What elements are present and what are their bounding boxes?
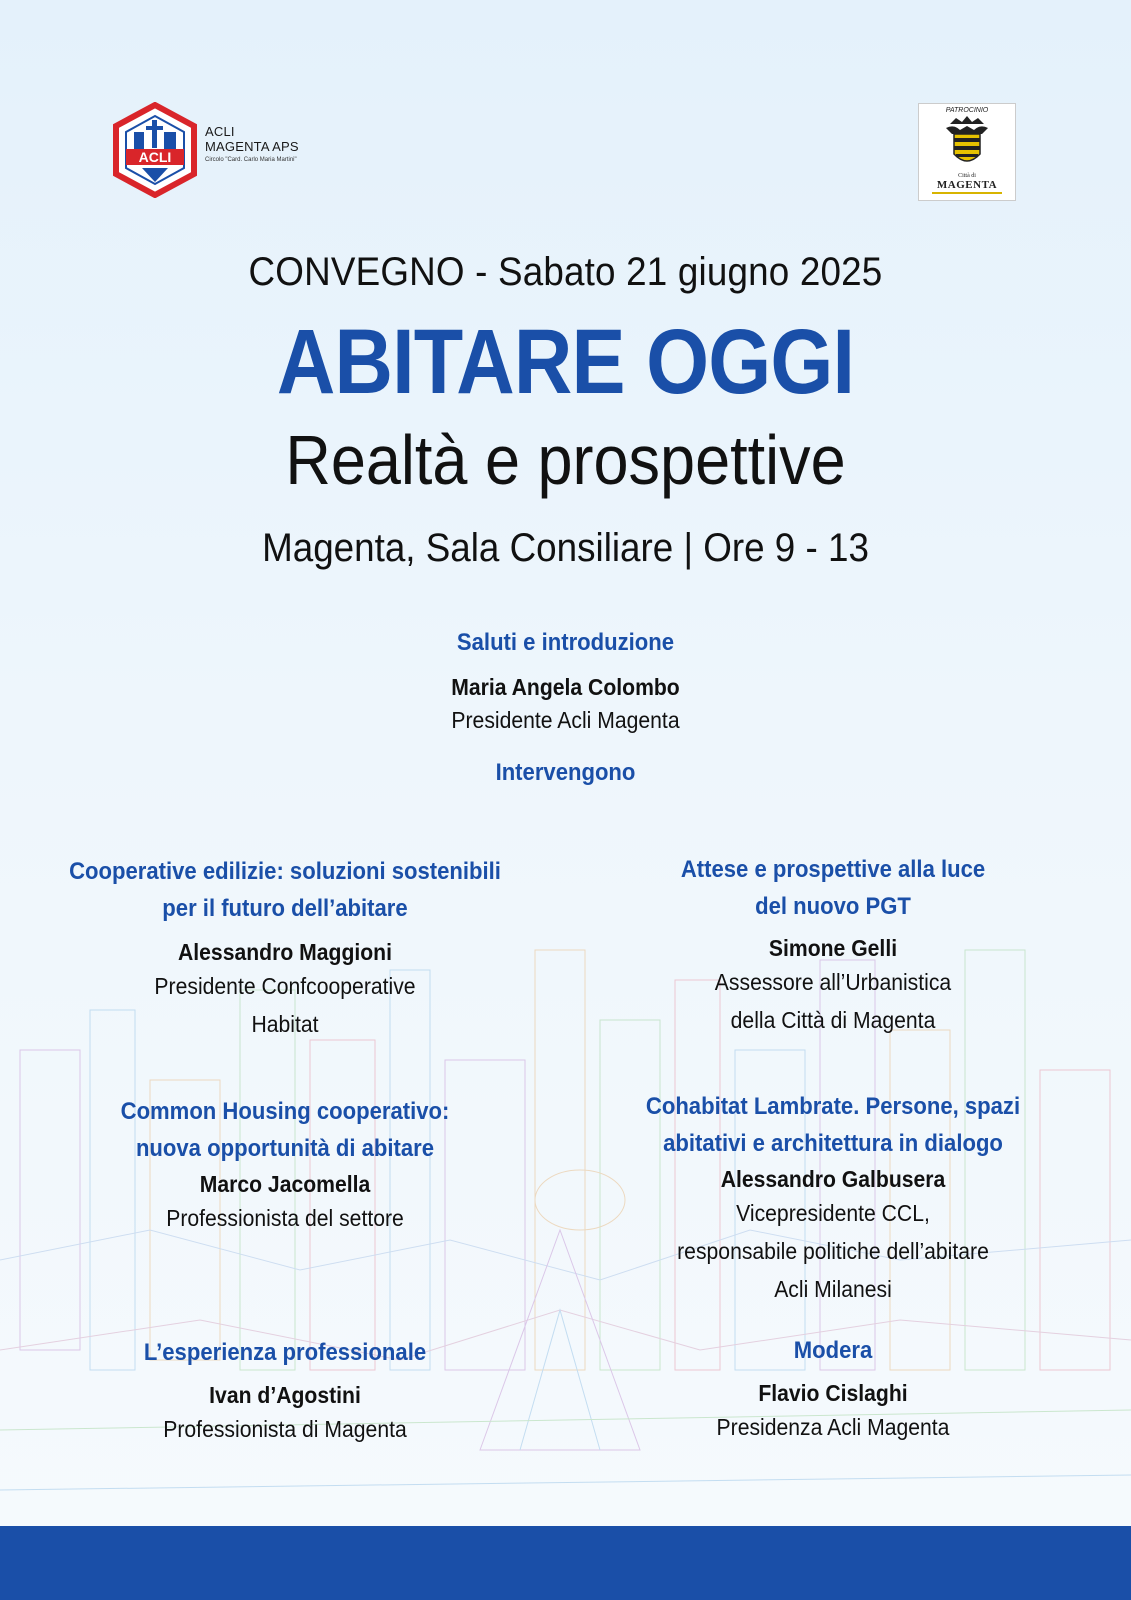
saluti-speaker: Maria Angela Colombo	[451, 674, 680, 700]
patrocinio-label: PATROCINIO	[945, 107, 989, 114]
talk-2-role: Professionista del settore	[166, 1205, 404, 1231]
moderator-name: Flavio Cislaghi	[758, 1380, 908, 1406]
talk-5-role-line1: Vicepresidente CCL,	[736, 1200, 930, 1226]
acli-logo-text	[205, 124, 299, 163]
talk-4-role-line1: Assessore all’Urbanistica	[714, 969, 952, 995]
acli-circolo: Circolo "Card. Carlo Maria Martini"	[205, 157, 297, 163]
talk-4-role-line2: della Città di Magenta	[730, 1007, 936, 1033]
talk-block-5	[608, 1088, 1059, 1308]
citta-di-label: Città di	[958, 173, 976, 179]
acli-name-line2: MAGENTA APS	[205, 139, 299, 154]
talk-5-role-line2: responsabile politiche dell’abitare	[677, 1238, 989, 1264]
sub-title: Realtà e prospettive	[285, 421, 846, 499]
moderator-heading: Modera	[793, 1337, 873, 1364]
venue-time: Magenta, Sala Consiliare | Ore 9 - 13	[262, 526, 869, 570]
talk-4-speaker: Simone Gelli	[768, 935, 898, 961]
magenta-label: MAGENTA	[936, 179, 998, 191]
moderator-block	[608, 1336, 1059, 1446]
svg-text:ACLI: ACLI	[138, 149, 172, 165]
saluti-role: Presidente Acli Magenta	[451, 707, 680, 733]
talk-block-3	[60, 1338, 511, 1448]
saluti-heading: Saluti e introduzione	[456, 629, 675, 656]
talk-block-1	[60, 853, 511, 1043]
talk-2-speaker: Marco Jacomella	[199, 1171, 371, 1197]
talk-3-speaker: Ivan d’Agostini	[209, 1382, 361, 1408]
talk-1-speaker: Alessandro Maggioni	[178, 939, 392, 965]
event-date-line: CONVEGNO - Sabato 21 giugno 2025	[248, 250, 883, 294]
talk-3-role: Professionista di Magenta	[163, 1416, 407, 1442]
bottom-blue-band	[0, 1526, 1131, 1600]
magenta-underline	[932, 192, 1002, 194]
acli-hexagon-icon	[112, 102, 198, 198]
talk-4-title-line1: Attese e prospettive alla luce	[680, 856, 986, 883]
saluti-block	[45, 628, 1086, 788]
talk-5-role-line3: Acli Milanesi	[774, 1276, 892, 1302]
talk-1-title-line1: Cooperative edilizie: soluzioni sostenibili	[69, 858, 501, 885]
talk-1-title-line2: per il futuro dell’abitare	[162, 895, 408, 922]
main-title: ABITARE OGGI	[276, 311, 855, 413]
moderator-role: Presidenza Acli Magenta	[716, 1414, 950, 1440]
talk-2-title-line2: nuova opportunità di abitare	[135, 1135, 435, 1162]
citta-di-magenta-logo	[918, 103, 1016, 201]
talk-block-2	[60, 1093, 511, 1237]
talk-1-role-line2: Habitat	[251, 1011, 319, 1037]
talk-block-4	[608, 851, 1059, 1039]
talk-5-title-line2: abitativi e architettura in dialogo	[663, 1130, 1003, 1157]
talk-4-title-line2: del nuovo PGT	[755, 893, 911, 920]
talk-2-title-line1: Common Housing cooperativo:	[120, 1098, 450, 1125]
talk-1-role-line1: Presidente Confcooperative	[154, 973, 416, 999]
acli-name-line1: ACLI	[205, 124, 235, 139]
talk-5-title-line1: Cohabitat Lambrate. Persone, spazi	[645, 1093, 1021, 1120]
intervengono-heading: Intervengono	[495, 759, 636, 786]
talk-5-speaker: Alessandro Galbusera	[720, 1166, 946, 1192]
talk-3-title: L’esperienza professionale	[143, 1339, 427, 1366]
coat-of-arms-icon	[942, 114, 992, 168]
